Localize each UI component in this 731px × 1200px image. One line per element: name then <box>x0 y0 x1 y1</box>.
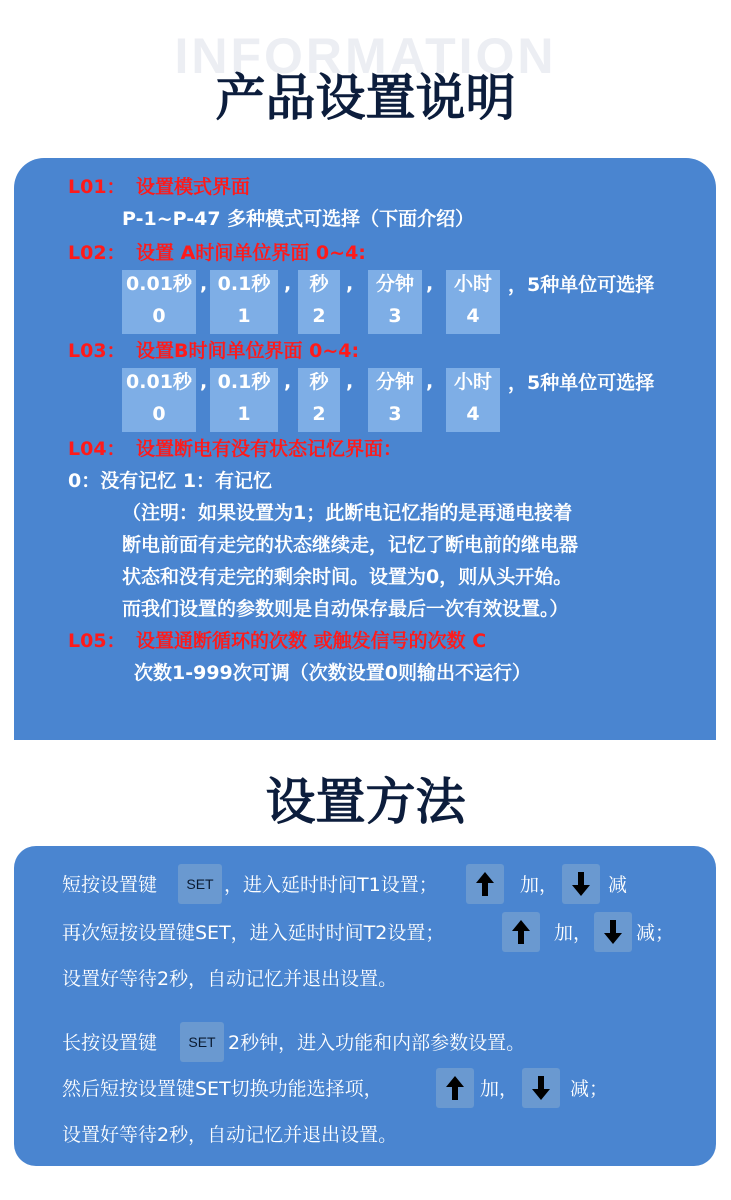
method-text: 加， <box>554 922 593 944</box>
method-text: 长按设置键 <box>62 1032 158 1054</box>
method-text: ，进入延时时间T1设置； <box>224 874 438 896</box>
l02-unit-cell <box>122 270 196 334</box>
l01-title: 设置模式界面 <box>136 176 251 198</box>
unit-code: 2 <box>312 403 326 425</box>
l03-unit-cell <box>122 368 196 432</box>
unit-code: 3 <box>388 403 402 425</box>
l01-desc: P-1~P-47 多种模式可选择（下面介绍） <box>122 208 475 230</box>
unit-label: 0.1秒 <box>217 371 271 393</box>
method-text: 设置好等待2秒，自动记忆并退出设置。 <box>62 1124 398 1146</box>
l02-unit-cell <box>446 270 500 334</box>
watermark-text: INFORMATION <box>174 28 557 84</box>
l05-desc: 次数1-999次可调（次数设置0则输出不运行） <box>134 662 531 684</box>
l01-code: L01： <box>68 176 126 198</box>
unit-label: 0.1秒 <box>217 273 271 295</box>
method-text: 加， <box>520 874 559 896</box>
set-key: SET <box>180 1022 224 1062</box>
down-arrow-icon <box>562 864 600 904</box>
l04-desc: 0：没有记忆 1：有记忆 <box>68 470 273 492</box>
unit-code: 0 <box>152 403 166 425</box>
unit-code: 0 <box>152 305 166 327</box>
l05-code: L05： <box>68 630 126 652</box>
l05-title: 设置通断循环的次数 或触发信号的次数 C <box>136 630 487 652</box>
method-text: 短按设置键 <box>62 874 158 896</box>
separator: , <box>284 371 292 393</box>
unit-code: 4 <box>466 305 480 327</box>
l03-unit-cell <box>446 368 500 432</box>
l04-note-line: 而我们设置的参数则是自动保存最后一次有效设置。） <box>122 598 569 620</box>
down-arrow-icon <box>522 1068 560 1108</box>
section-title: 设置方法 <box>265 773 466 831</box>
separator: , <box>426 371 434 393</box>
method-text: 加， <box>480 1078 519 1100</box>
unit-label: 秒 <box>309 273 329 295</box>
unit-label: 分钟 <box>375 371 414 393</box>
l02-code: L02： <box>68 242 126 264</box>
l02-title: 设置 A时间单位界面 0~4: <box>136 242 366 264</box>
l02-unit-cell <box>368 270 422 334</box>
l03-title: 设置B时间单位界面 0~4: <box>136 340 360 362</box>
unit-label: 小时 <box>453 371 492 393</box>
unit-code: 1 <box>237 403 251 425</box>
up-arrow-icon <box>502 912 540 952</box>
l02-unit-cell <box>210 270 278 334</box>
method-text: 再次短按设置键SET，进入延时时间T2设置； <box>62 922 445 944</box>
separator: , <box>346 371 354 393</box>
separator: , <box>426 273 434 295</box>
unit-code: 4 <box>466 403 480 425</box>
l03-unit-cell <box>298 368 340 432</box>
method-text: 设置好等待2秒，自动记忆并退出设置。 <box>62 968 398 990</box>
up-arrow-icon <box>436 1068 474 1108</box>
unit-code: 3 <box>388 305 402 327</box>
l04-note-line: 断电前面有走完的状态继续走，记忆了断电前的继电器 <box>122 534 579 556</box>
unit-label: 0.01秒 <box>126 273 192 295</box>
separator: , <box>346 273 354 295</box>
settings-info-panel <box>14 158 716 740</box>
unit-code: 1 <box>237 305 251 327</box>
down-arrow-icon <box>594 912 632 952</box>
up-arrow-icon <box>466 864 504 904</box>
method-text: 减； <box>570 1078 609 1100</box>
l04-title: 设置断电有没有状态记忆界面： <box>136 438 403 460</box>
unit-label: 分钟 <box>375 273 414 295</box>
setup-method-panel <box>14 846 716 1166</box>
l02-unit-cell <box>298 270 340 334</box>
set-key: SET <box>178 864 222 904</box>
l03-unit-cell <box>368 368 422 432</box>
unit-label: 秒 <box>309 371 329 393</box>
separator: , <box>200 371 208 393</box>
l03-tail: ，5种单位可选择 <box>508 372 655 394</box>
l04-note-line: （注明：如果设置为1；此断电记忆指的是再通电接着 <box>122 502 573 524</box>
l04-note-line: 状态和没有走完的剩余时间。设置为0，则从头开始。 <box>122 566 573 588</box>
method-text: 减； <box>636 922 675 944</box>
l03-code: L03： <box>68 340 126 362</box>
method-text: 减 <box>608 874 628 896</box>
l04-code: L04： <box>68 438 126 460</box>
unit-label: 小时 <box>453 273 492 295</box>
unit-code: 2 <box>312 305 326 327</box>
method-text: 2秒钟，进入功能和内部参数设置。 <box>228 1032 526 1054</box>
method-text: 然后短按设置键SET切换功能选择项， <box>62 1078 383 1100</box>
unit-label: 0.01秒 <box>126 371 192 393</box>
l03-unit-cell <box>210 368 278 432</box>
page-title: 产品设置说明 <box>215 69 516 127</box>
separator: , <box>200 273 208 295</box>
separator: , <box>284 273 292 295</box>
l02-tail: ，5种单位可选择 <box>508 274 655 296</box>
